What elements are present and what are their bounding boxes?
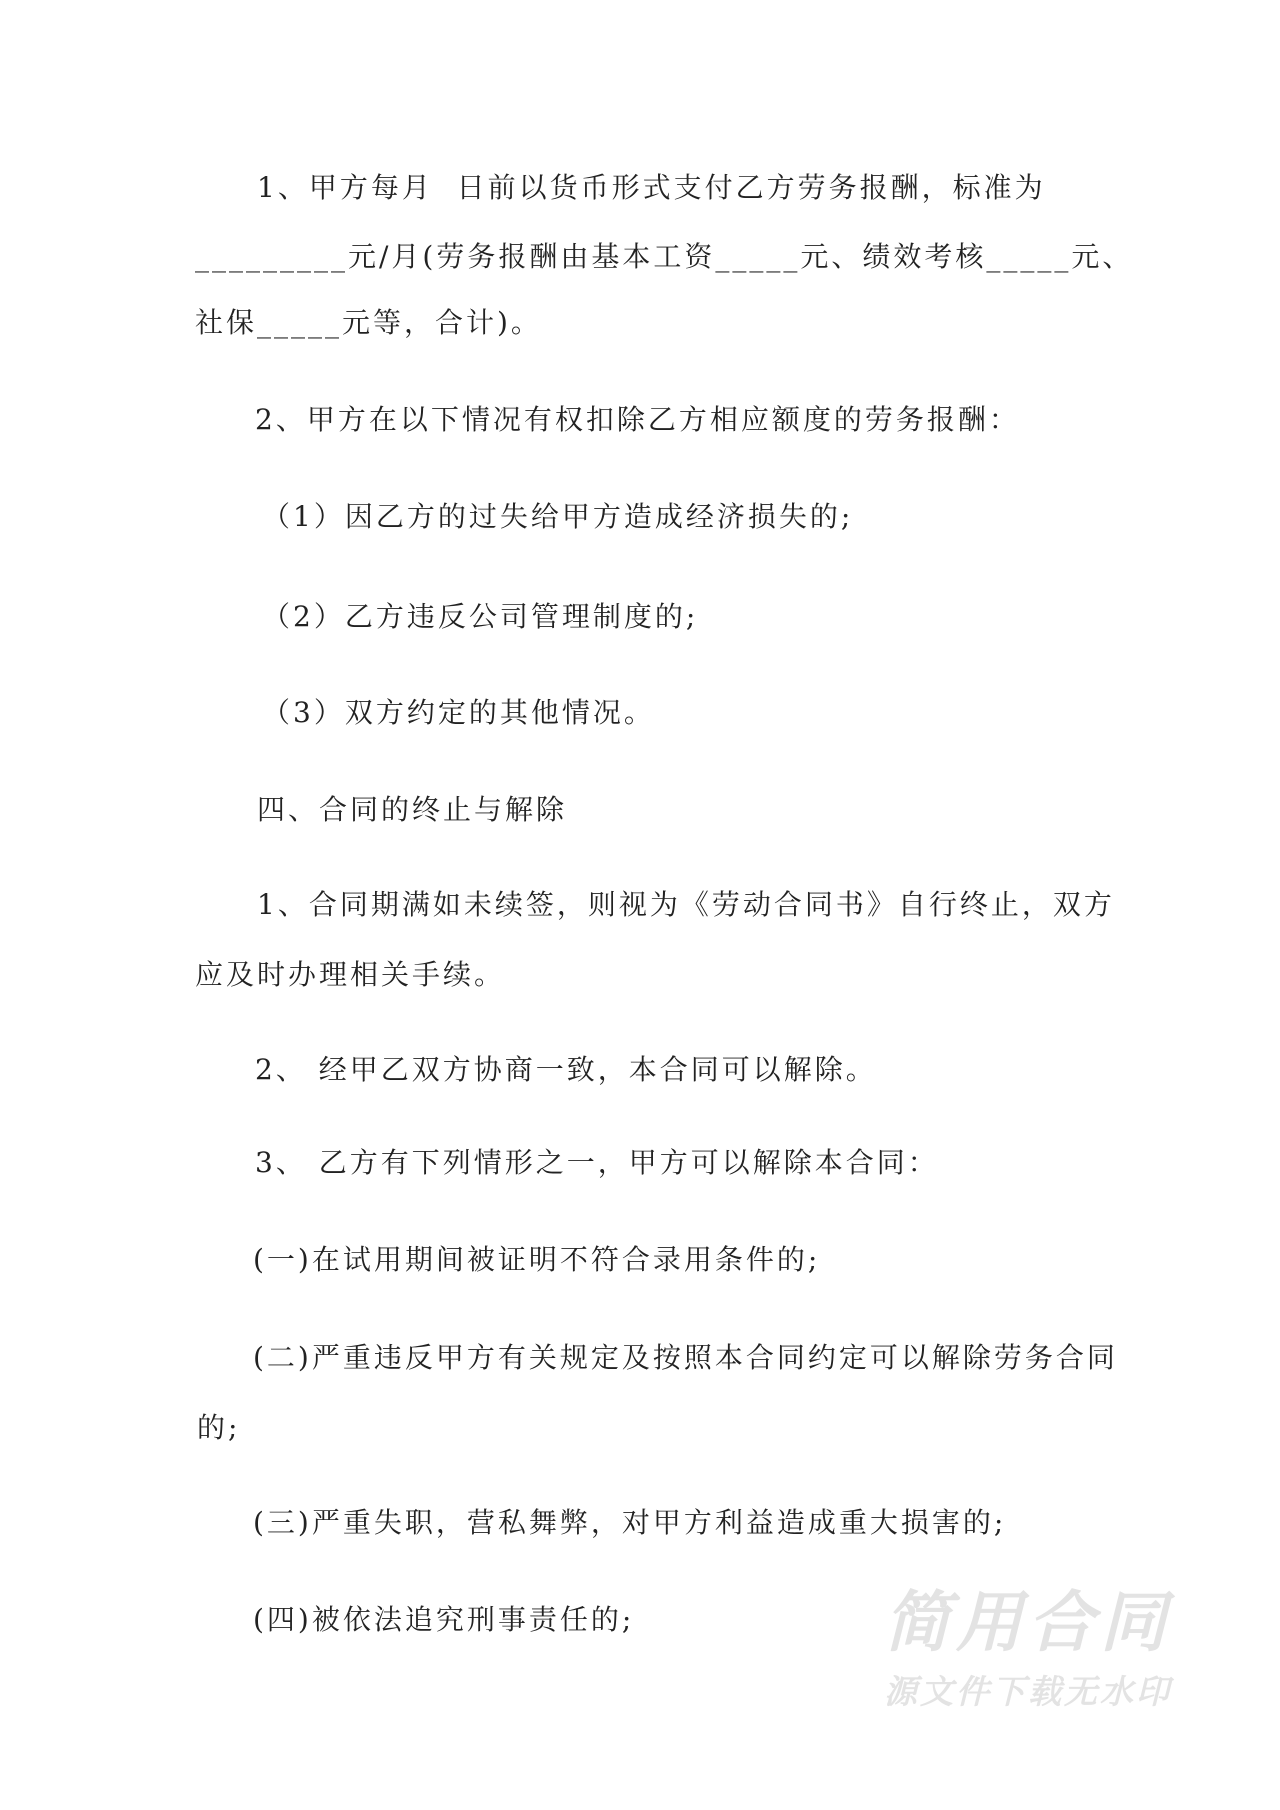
watermark-title: 简用合同 [884,1584,1172,1661]
watermark [884,1584,1184,1712]
deduction-item-1: （1）因乙方的过失给甲方造成经济损失的; [262,500,854,533]
paragraph-termination-2: 2、 经甲乙双方协商一致，本合同可以解除。 [255,1053,877,1086]
condition-item-3: (三)严重失职，营私舞弊，对甲方利益造成重大损害的; [253,1506,1007,1539]
paragraph-payment-1-line-2: _________元/月(劳务报酬由基本工资_____元、绩效考核_____元、 [195,240,1134,273]
deduction-item-2: （2）乙方违反公司管理制度的; [262,600,699,633]
deduction-item-3: （3）双方约定的其他情况。 [262,696,655,729]
paragraph-termination-1-line-2: 应及时办理相关手续。 [195,958,506,991]
condition-item-2-line-1: (二)严重违反甲方有关规定及按照本合同约定可以解除劳务合同 [253,1341,1118,1374]
condition-item-2-line-2: 的; [197,1411,241,1444]
condition-item-4: (四)被依法追究刑事责任的; [253,1603,635,1636]
paragraph-payment-1-line-1: 1、甲方每月 日前以货币形式支付乙方劳务报酬，标准为 [257,171,1046,204]
paragraph-termination-3: 3、 乙方有下列情形之一，甲方可以解除本合同： [255,1146,939,1179]
condition-item-1: (一)在试用期间被证明不符合录用条件的; [253,1243,821,1276]
watermark-subtitle: 源文件下载无水印 [884,1672,1172,1711]
section-heading-termination: 四、合同的终止与解除 [257,793,568,826]
paragraph-payment-1-line-3: 社保_____元等，合计)。 [195,306,542,339]
paragraph-termination-1-line-1: 1、合同期满如未续签，则视为《劳动合同书》自行终止，双方 [257,888,1115,921]
paragraph-payment-2: 2、甲方在以下情况有权扣除乙方相应额度的劳务报酬： [255,403,1020,436]
